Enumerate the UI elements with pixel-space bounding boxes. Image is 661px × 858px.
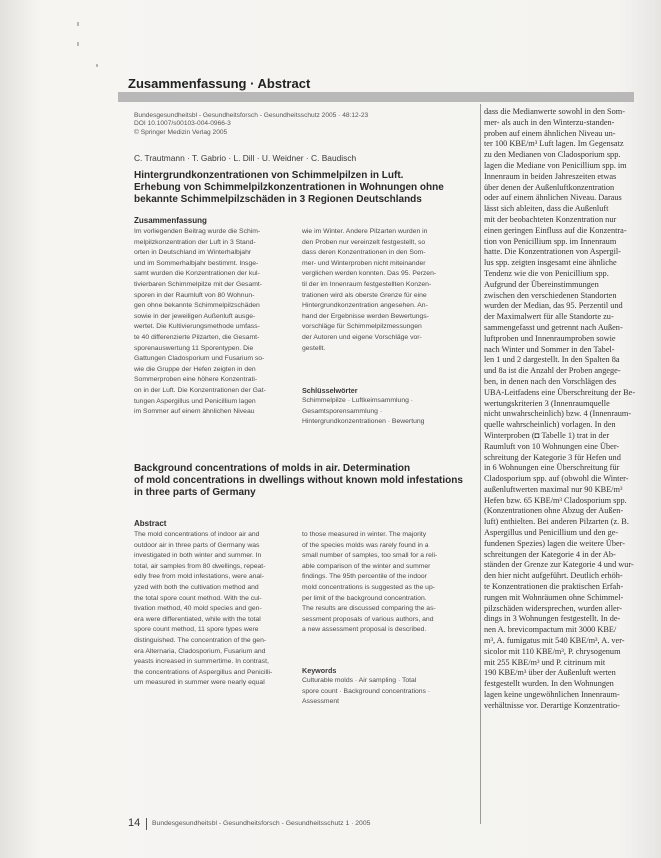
text-line: sporen in der Raumluft von 80 Wohnun- xyxy=(134,291,255,299)
text-line: nen A. brevicompactum mit 3000 KBE/ xyxy=(484,625,617,635)
english-title xyxy=(134,463,470,498)
text-line: findings. The 95th percentile of the indoor xyxy=(302,573,427,581)
text-line: spore count method, 11 spore types were xyxy=(134,626,259,634)
text-line: um measured in summer were nearly equal xyxy=(134,679,265,687)
text-line: of the species molds was rarely found in a xyxy=(302,541,429,549)
text-line: wie die Gruppe der Hefen zeigten in den xyxy=(134,365,256,373)
header-rule xyxy=(118,92,634,102)
scan-artifact xyxy=(96,64,98,67)
text-line: samt wurden die Konzentrationen der kul- xyxy=(134,270,260,278)
text-line: rungen mit Wohnräumen ohne Schimmel- xyxy=(484,592,624,602)
text-line: The mold concentrations of indoor air and xyxy=(134,531,260,538)
text-line: ter 100 KBE/m³ Luft lagen. Im Gegensatz xyxy=(484,139,624,149)
article-meta xyxy=(134,112,434,137)
title-line: of mold concentrations in dwellings without known mold infestations xyxy=(134,474,463,486)
title-line: bekannte Schimmelpilzschäden in 3 Regionen Deutschlands xyxy=(134,193,422,205)
text-line: schreitungen der Kategorie 4 in der Ab- xyxy=(484,549,616,559)
text-line: edly free from mold infestations, were anal- xyxy=(134,573,264,581)
text-line: Raumluft von 10 Wohnungen eine Über- xyxy=(484,441,620,451)
meta-line: Bundesgesundheitsbl - Gesundheitsforsch - Gesundheitsschutz 2005 · 48:12-23 xyxy=(134,112,369,119)
text-line: der Maximalwert für alle Standorte zu- xyxy=(484,312,614,322)
text-line: quelle wahrscheinlich) vorlagen. In den xyxy=(484,420,616,430)
text-line: Hefen bzw. 65 KBE/m³ Cladosporium spp. xyxy=(484,495,627,505)
german-title xyxy=(134,170,470,205)
text-line: te Konzentrationen die praktischen Erfah- xyxy=(484,582,624,592)
journal-citation: Bundesgesundheitsbl - Gesundheitsforsch - Gesundheitsschutz 1 · 2005 xyxy=(152,820,371,827)
text-line: wurden der Median, das 95. Perzentil und xyxy=(484,301,623,311)
keywords-heading: Keywords xyxy=(302,666,337,675)
text-line: a new assessment proposal is described. xyxy=(302,626,427,634)
text-line: sicolor mit 110 KBE/m³, P. chrysogenum xyxy=(484,646,621,656)
text-line: dass die Medianwerte sowohl in den Som- xyxy=(484,107,626,116)
text-line: dings in 3 Wohnungen festgestellt. In de- xyxy=(484,614,621,624)
scan-artifact xyxy=(77,42,79,46)
text-line: Aspergillus und Penicillium und den ge- xyxy=(484,528,619,538)
text-line: und 8a ist die Anzahl der Proben angege- xyxy=(484,366,621,376)
text-line: luftproben und Innenraumproben sowie xyxy=(484,333,616,343)
text-line: able comparison of the winter and summer xyxy=(302,562,431,570)
keyword-line: spore count · Background concentrations · xyxy=(302,687,431,695)
text-line: mer- und Winterproben nicht miteinander xyxy=(302,259,426,267)
text-line: on in der Luft. Die Konzentrationen der Gat- xyxy=(134,386,266,394)
text-line: wie im Winter. Andere Pilzarten wurden in xyxy=(302,228,428,235)
text-line: te 40 differenzierte Pilzarten, die Gesamt- xyxy=(134,333,260,341)
text-line: Aufgrund der Übereinstimmungen xyxy=(484,279,599,289)
text-line: zwischen den verschiedenen Standorten xyxy=(484,290,617,300)
text-line: trationen wird als oberste Grenze für eine xyxy=(302,291,427,299)
text-line: tungen Aspergillus und Penicillium lagen xyxy=(134,397,256,405)
text-line: schreitung der Kategorie 3 für Hefen und xyxy=(484,452,621,462)
text-line: (Konzentrationen ohne Abzug der Außen- xyxy=(484,506,624,516)
text-line: Winterproben (◘ Tabelle 1) trat in der xyxy=(484,430,610,440)
zusammenfassung-column-2 xyxy=(302,227,470,354)
text-line: sammengefasst und getrennt nach Außen- xyxy=(484,322,623,332)
keyword-line: Schimmelpilze · Luftkeimsammlung · xyxy=(302,397,414,404)
text-line: UBA-Leitfadens eine Überschreitung der Be- xyxy=(484,387,636,397)
text-line: tion von Penicillium spp. im Innenraum xyxy=(484,236,617,246)
text-line: The results are discussed comparing the as- xyxy=(302,605,436,613)
text-line: festgestellt wurden. In den Wohnungen xyxy=(484,679,614,689)
text-line: lus spp. zeigten insgesamt eine ähnliche xyxy=(484,258,617,268)
text-line: Sommerproben eine höhere Konzentrati- xyxy=(134,376,258,384)
text-line: Hintergrundkonzentration angesehen. An- xyxy=(302,302,428,310)
text-line: Tendenz wie die von Penicillium spp. xyxy=(484,268,609,278)
text-line: til der im Innenraum festgestellten Konzen- xyxy=(302,280,432,288)
text-line: investigated in both winter and summer. In xyxy=(134,552,262,560)
text-line: in 6 Wohnungen eine Überschreitung für xyxy=(484,463,620,473)
text-line: den Proben nur vereinzelt festgestellt, so xyxy=(302,238,426,246)
text-line: orten in Deutschland im Winterhalbjahr xyxy=(134,249,252,257)
page-footer xyxy=(128,817,648,835)
text-line: Gattungen Cladosporium und Fusarium so- xyxy=(134,355,265,363)
text-line: len 1 und 2 dargestellt. In den Spalten 8a xyxy=(484,355,620,365)
text-line: mit der beobachteten Konzentration nur xyxy=(484,214,617,224)
body-text-column xyxy=(484,107,642,712)
text-line: melpilzkonzentration der Luft in 3 Stand- xyxy=(134,238,256,246)
footer-divider xyxy=(146,818,147,830)
abstract-column-2 xyxy=(302,530,470,636)
keyword-line: Hintergrundkonzentrationen · Bewertung xyxy=(302,418,425,426)
author-list: C. Trautmann · T. Gabrio · L. Dill · U. Weidner · C. Baudisch xyxy=(134,153,357,163)
text-line: Im vorliegenden Beitrag wurde die Schim- xyxy=(134,228,261,235)
text-line: nicht unwahrscheinlich) bzw. 4 (Innenraum- xyxy=(484,409,632,419)
text-line: vorschläge für Schimmelpilzmessungen xyxy=(302,323,422,331)
title-line: Hintergrundkonzentrationen von Schimmelpilzen in Luft. xyxy=(134,170,404,181)
text-line: distinguished. The concentration of the gen- xyxy=(134,636,267,644)
text-line: lagen keine ungewöhnlichen Innenraum- xyxy=(484,690,620,700)
text-line: im Sommer auf einem ähnlichen Niveau xyxy=(134,408,255,416)
text-line: tivierbaren Schimmelpilze mit der Gesamt- xyxy=(134,280,263,288)
text-line: era were differentiated, while with the total xyxy=(134,615,261,623)
section-header-title: Zusammenfassung · Abstract xyxy=(128,76,311,91)
keywords-list xyxy=(302,676,470,708)
text-line: dass deren Konzentrationen in den Som- xyxy=(302,249,426,257)
text-line: außenluftwerten maximal nur 90 KBE/m³ xyxy=(484,484,623,494)
text-line: ständen der Grenze zur Kategorie 4 und wur- xyxy=(484,560,634,570)
meta-line: © Springer Medizin Verlag 2005 xyxy=(134,128,228,136)
text-line: m³, A. fumigatus mit 540 KBE/m³, A. ver- xyxy=(484,636,625,646)
text-line: ben, in denen nach den Vorschlägen des xyxy=(484,376,617,386)
title-line: Erhebung von Schimmelpilzkonzentrationen in Wohnungen ohne xyxy=(134,181,444,193)
text-line: yzed with both the cultivation method and xyxy=(134,583,259,591)
text-line: den hier nicht aufgeführt. Deutlich erhöh- xyxy=(484,571,623,581)
text-line: the total spore count method. With the cul- xyxy=(134,594,262,602)
column-divider xyxy=(480,104,481,824)
text-line: und im Sommerhalbjahr bestimmt. Insge- xyxy=(134,259,259,267)
title-line: in three parts of Germany xyxy=(134,486,256,498)
text-line: oder auf einem ähnlichen Niveau. Daraus xyxy=(484,193,622,203)
abstract-column-1 xyxy=(134,530,294,689)
text-line: yeasts increased in summertime. In contrast, xyxy=(134,658,269,666)
text-line: lagen die Mediane von Penicillium spp. im xyxy=(484,160,627,170)
text-line: lässt sich ableiten, dass die Außenluft xyxy=(484,204,609,214)
keyword-line: Assessment xyxy=(302,698,340,706)
text-line: wertet. Die Kultivierungsmethode umfass- xyxy=(134,323,260,331)
text-line: sporenauswertung 11 Sporentypen. Die xyxy=(134,344,254,352)
meta-line: DOI 10.1007/s00103-004-0966-3 xyxy=(134,120,231,128)
abstract-heading: Abstract xyxy=(134,519,167,528)
text-line: wertungskriterien 3 (Innenraumquelle xyxy=(484,398,610,408)
text-line: fundenen Spezies) lagen die weitere Über- xyxy=(484,538,626,548)
text-line: zu den Medianen von Cladosporium spp. xyxy=(484,150,621,160)
text-line: verhältnisse vor. Derartige Konzentratio- xyxy=(484,700,620,710)
text-line: der Autoren und eigene Vorschläge vor- xyxy=(302,333,422,341)
title-line: Background concentrations of molds in air. Determination xyxy=(134,463,411,474)
text-line: verglichen werden konnten. Das 95. Perzen- xyxy=(302,270,437,278)
schluesselwoerter-list xyxy=(302,396,470,428)
text-line: outdoor air in three parts of Germany was xyxy=(134,541,260,549)
text-line: hatte. Die Konzentrationen von Aspergil- xyxy=(484,247,621,257)
text-line: 190 KBE/m³ über der Außenluft werten xyxy=(484,668,616,678)
text-line: nach Winter und Sommer in den Tabel- xyxy=(484,344,615,354)
text-line: tivation method, 40 mold species and gen- xyxy=(134,605,262,613)
text-line: über denen der Außenluftkonzentration xyxy=(484,182,615,192)
keyword-line: Culturable molds · Air sampling · Total xyxy=(302,677,417,684)
text-line: mit 255 KBE/m³ und P. citrinum mit xyxy=(484,657,606,667)
zusammenfassung-column-1 xyxy=(134,227,294,418)
zusammenfassung-heading: Zusammenfassung xyxy=(134,216,207,225)
text-line: luft) enthielten. Bei anderen Pilzarten (z. B. xyxy=(484,517,629,527)
text-line: sowie in der jeweiligen Außenluft ausge- xyxy=(134,312,256,320)
text-line: Innenraum in beiden Jahreszeiten etwas xyxy=(484,171,617,181)
text-line: proben auf einem ähnlichen Niveau un- xyxy=(484,128,616,138)
text-line: pilzschäden widersprechen, wurden aller- xyxy=(484,603,623,613)
text-line: mer- als auch in den Winterzu-standen- xyxy=(484,117,615,127)
text-line: mold concentrations is suggested as the up- xyxy=(302,583,435,591)
text-line: einen geringen Einfluss auf die Konzentra- xyxy=(484,225,627,235)
text-line: hand der Ergebnisse werden Bewertungs- xyxy=(302,312,429,320)
text-line: Cladosporium spp. auf (obwohl die Winter- xyxy=(484,474,629,484)
text-line: per limit of the background concentration. xyxy=(302,594,427,602)
text-line: gen ohne bekannte Schimmelpilzschäden xyxy=(134,302,260,310)
text-line: gestellt. xyxy=(302,344,326,352)
schluesselwoerter-heading: Schlüsselwörter xyxy=(302,386,358,395)
page-number: 14 xyxy=(128,817,141,829)
text-line: small number of samples, too small for a reli- xyxy=(302,552,438,560)
text-line: era Alternaria, Cladosporium, Fusarium and xyxy=(134,647,266,655)
text-line: the concentrations of Aspergillus and Penicilli- xyxy=(134,668,273,676)
text-line: sessment proposals of various authors, and xyxy=(302,615,434,623)
text-line: to those measured in winter. The majority xyxy=(302,531,427,538)
text-line: total, air samples from 80 dwellings, repeat- xyxy=(134,562,266,570)
keyword-line: Gesamtsporensammlung · xyxy=(302,407,383,415)
scan-artifact xyxy=(77,22,79,26)
